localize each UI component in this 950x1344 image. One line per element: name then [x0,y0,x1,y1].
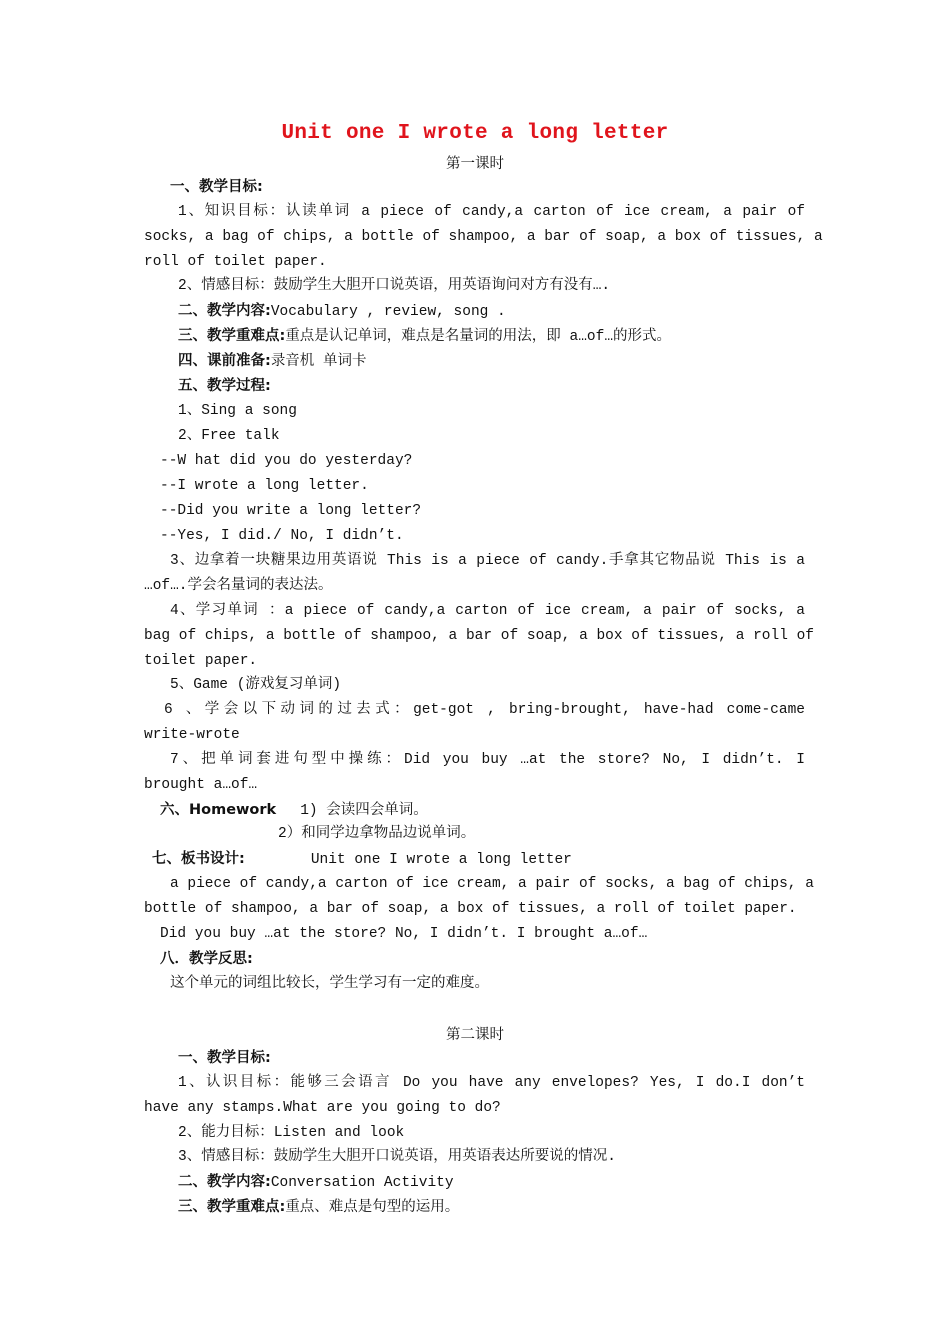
goal1-line3: roll of toilet paper. [144,254,327,270]
step4-line3: toilet paper. [144,653,258,669]
teaching-goals-label: 一、教学目标: [170,179,263,195]
lesson2-goal1-line2: have any stamps.What are you going to do? [144,1100,501,1116]
reflection-text: 这个单元的词组比较长，学生学习有一定的难度。 [170,976,489,992]
step2: 2、Free talk [178,428,280,444]
step3-line1: 3、边拿着一块糖果边用英语说 This is a piece of candy.手拿其它物品说 This is a [170,553,805,569]
reflection-label: 八．教学反思: [160,951,253,967]
dialogue-line-3: --Did you write a long letter? [160,503,422,519]
teaching-process-label: 五、教学过程: [178,378,271,394]
lesson2-content: 二、教学内容:Conversation Activity [178,1174,454,1191]
board-line2: bottle of shampoo, a bar of soap, a box of tissues, a roll of toilet paper. [144,901,797,917]
key-points: 三、教学重难点:重点是认记单词，难点是名量词的用法，即 a…of…的形式。 [178,328,672,345]
lesson2-key-points: 三、教学重难点:重点、难点是句型的运用。 [178,1199,460,1216]
dialogue-line-1: --W hat did you do yesterday? [160,453,413,469]
goal1-line1: 1、知识目标：认读单词 a piece of candy,a carton of ice cream, a pair of [178,204,805,220]
goal1-line2: socks, a bag of chips, a bottle of shampoo, a bar of soap, a box of tissues, a [144,229,823,245]
class-preparation: 四、课前准备:录音机 单词卡 [178,353,367,370]
step4-line2: bag of chips, a bottle of shampoo, a bar of soap, a box of tissues, a roll of [144,628,815,644]
document-title: Unit one I wrote a long letter [281,122,669,145]
lesson1-heading: 第一课时 [446,156,504,172]
step7-line2: brought a…of… [144,777,258,793]
step5: 5、Game (游戏复习单词) [170,677,342,693]
step3-line2: …of….学会名量词的表达法。 [144,578,333,594]
step6-line2: write-wrote [144,727,240,743]
dialogue-line-2: --I wrote a long letter. [160,478,369,494]
lesson2-goal2: 2、能力目标：Listen and look [178,1125,405,1141]
step6-line1: 6 、学会以下动词的过去式：get-got , bring-brought, have-had come-came [164,702,805,718]
dialogue-line-4: --Yes, I did./ No, I didn’t. [160,528,404,544]
board-line3: Did you buy …at the store? No, I didn’t. I brought a…of… [160,926,648,942]
lesson2-goals-label: 一、教学目标: [178,1050,271,1066]
teaching-content: 二、教学内容:Vocabulary , review, song . [178,303,506,320]
lesson2-goal3: 3、情感目标：鼓励学生大胆开口说英语，用英语表达所要说的情况. [178,1149,616,1165]
step1: 1、Sing a song [178,403,297,419]
homework: 六、Homework 1) 会读四会单词。 [160,802,428,819]
board-line1: a piece of candy,a carton of ice cream, a pair of socks, a bag of chips, a [170,876,814,892]
goal2-line: 2、情感目标：鼓励学生大胆开口说英语，用英语询问对方有没有…. [178,278,611,294]
board-design: 七、板书设计: Unit one I wrote a long letter [152,851,572,868]
step4-line1: 4、学习单词 ：a piece of candy,a carton of ice cream, a pair of socks, a [170,603,805,619]
step7-line1: 7、把单词套进句型中操练：Did you buy …at the store? No, I didn’t. I [170,752,805,768]
homework-item-2: 2）和同学边拿物品边说单词。 [278,826,476,842]
lesson2-goal1-line1: 1、认识目标：能够三会语言 Do you have any envelopes? Yes, I do.I don’t [178,1075,805,1091]
lesson2-heading: 第二课时 [446,1027,504,1043]
